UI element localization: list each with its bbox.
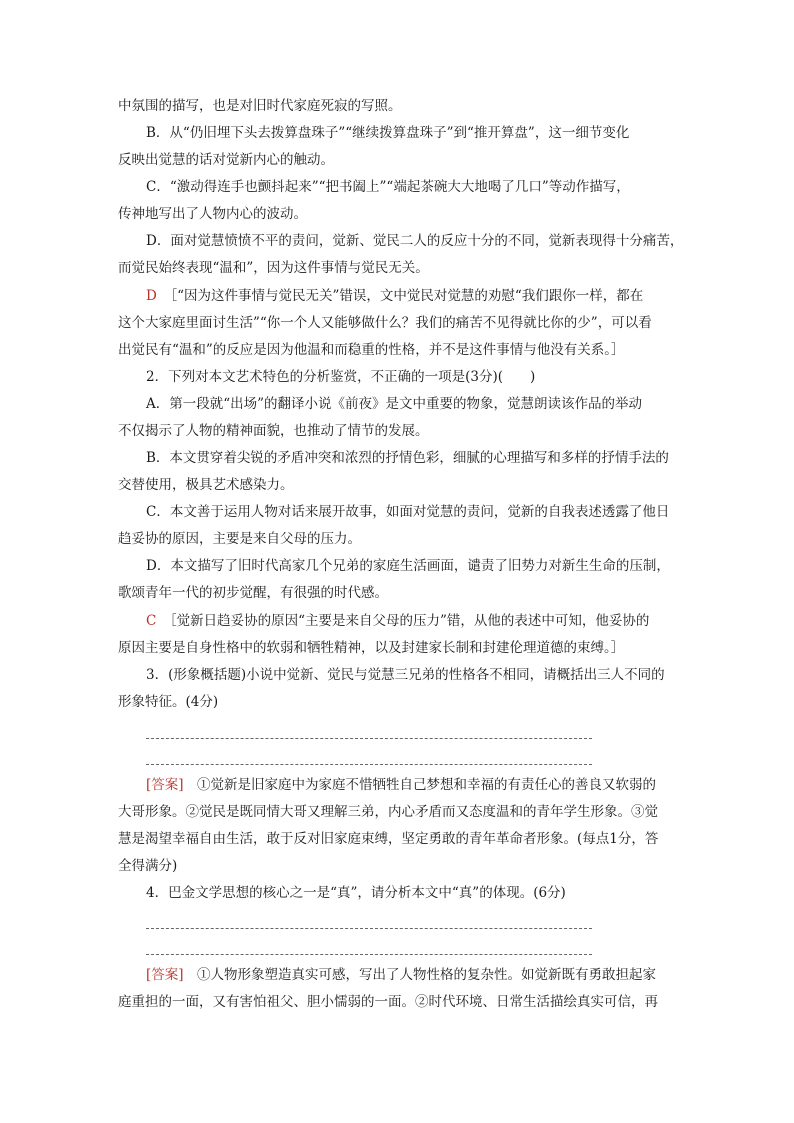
option-d-line: D．面对觉慧愤愤不平的责问，觉新、觉民二人的反应十分的不同，觉新表现得十分痛苦，	[146, 233, 684, 249]
answer2-line: 原因主要是自身性格中的软弱和牺牲精神，以及封建家长制和封建伦理道德的束缚。］	[118, 640, 625, 656]
option-c-line: C．“激动得连手也颤抖起来”“把书阖上”“端起茶碗大大地喝了几口”等动作描写，	[146, 179, 630, 195]
question3-line: 形象特征。(4分)	[118, 694, 219, 710]
answer1-line: 出觉民有“温和”的反应是因为他温和而稳重的性格，并不是这件事情与他没有关系。］	[118, 342, 625, 358]
q2-option-d-line: 歌颂青年一代的初步觉醒，有很强的时代感。	[118, 585, 388, 601]
q2-option-a-line: A．第一段就“出场”的翻译小说《前夜》是文中重要的物象，觉慧朗读该作品的举动	[146, 396, 643, 412]
answer3-text: ①觉新是旧家庭中为家庭不惜牺牲自己梦想和幸福的有责任心的善良又软弱的	[197, 777, 657, 793]
option-c-line: 传神地写出了人物内心的波动。	[118, 206, 307, 222]
q2-option-d-line: D．本文描写了旧时代高家几个兄弟的家庭生活画面，谴责了旧势力对新生生命的压制，	[146, 558, 670, 574]
answer4-line	[146, 966, 656, 984]
text-line: 中氛围的描写，也是对旧时代家庭死寂的写照。	[118, 98, 402, 114]
answer-blank-line	[146, 928, 592, 929]
q2-option-b-line: 交替使用，极具艺术感染力。	[118, 477, 294, 493]
answer2-letter: C	[146, 613, 157, 629]
answer4-text: ①人物形象塑造真实可感，写出了人物性格的复杂性。如觉新既有勇敢担起家	[197, 967, 657, 983]
q2-option-a-line: 不仅揭示了人物的精神面貌，也推动了情节的发展。	[118, 423, 429, 439]
answer-blank-line	[146, 954, 592, 955]
answer1-text: ［“因为这件事情与觉民无关”错误，文中觉民对觉慧的劝慰“我们跟你一样，都在	[163, 288, 644, 304]
answer3-line: 全得满分)	[118, 858, 178, 874]
answer4-line: 庭重担的一面，又有害怕祖父、胆小懦弱的一面。②时代环境、日常生活描绘真实可信，再	[118, 994, 658, 1010]
answer2-text: ［觉新日趋妥协的原因“主要是来自父母的压力”错，从他的表述中可知，他妥协的	[163, 613, 650, 629]
answer3-line: 慧是渴望幸福自由生活，敢于反对旧家庭束缚，坚定勇敢的青年革命者形象。(每点1分，答	[118, 831, 659, 847]
q2-option-b-line: B．本文贯穿着尖锐的矛盾冲突和浓烈的抒情色彩，细腻的心理描写和多样的抒情手法的	[146, 450, 669, 466]
q2-option-c-line: C．本文善于运用人物对话来展开故事，如面对觉慧的责问，觉新的自我表述透露了他日	[146, 504, 670, 520]
answer3-line: 大哥形象。②觉民是既同情大哥又理解三弟，内心矛盾而又态度温和的青年学生形象。③觉	[118, 804, 658, 820]
question3-line: 3．(形象概括题)小说中觉新、觉民与觉慧三兄弟的性格各不相同，请概括出三人不同的	[146, 667, 665, 683]
question2: 2．下列对本文艺术特色的分析鉴赏，不正确的一项是(3分)( )	[146, 369, 536, 385]
question4: 4．巴金文学思想的核心之一是“真”，请分析本文中“真”的体现。(6分)	[146, 885, 566, 901]
option-b-line: B．从“仍旧埋下头去拨算盘珠子”“继续拨算盘珠子”到“推开算盘”，这一细节变化	[146, 125, 630, 141]
answer-blank-line	[146, 738, 592, 739]
answer1-line: 这个大家庭里面讨生活”“你一个人又能够做什么？我们的痛苦不见得就比你的少”，可以看	[118, 315, 652, 331]
answer-blank-line	[146, 764, 592, 765]
answer-tag: [答案]	[146, 777, 184, 793]
answer3-line	[146, 776, 656, 794]
answer1-line	[146, 287, 643, 305]
answer2-line	[146, 612, 649, 630]
answer1-letter: D	[146, 288, 157, 304]
option-d-line: 而觉民始终表现“温和”，因为这件事情与觉民无关。	[118, 260, 429, 276]
answer-tag: [答案]	[146, 967, 184, 983]
option-b-line: 反映出觉慧的话对觉新内心的触动。	[118, 152, 334, 168]
q2-option-c-line: 趋妥协的原因，主要是来自父母的压力。	[118, 531, 361, 547]
